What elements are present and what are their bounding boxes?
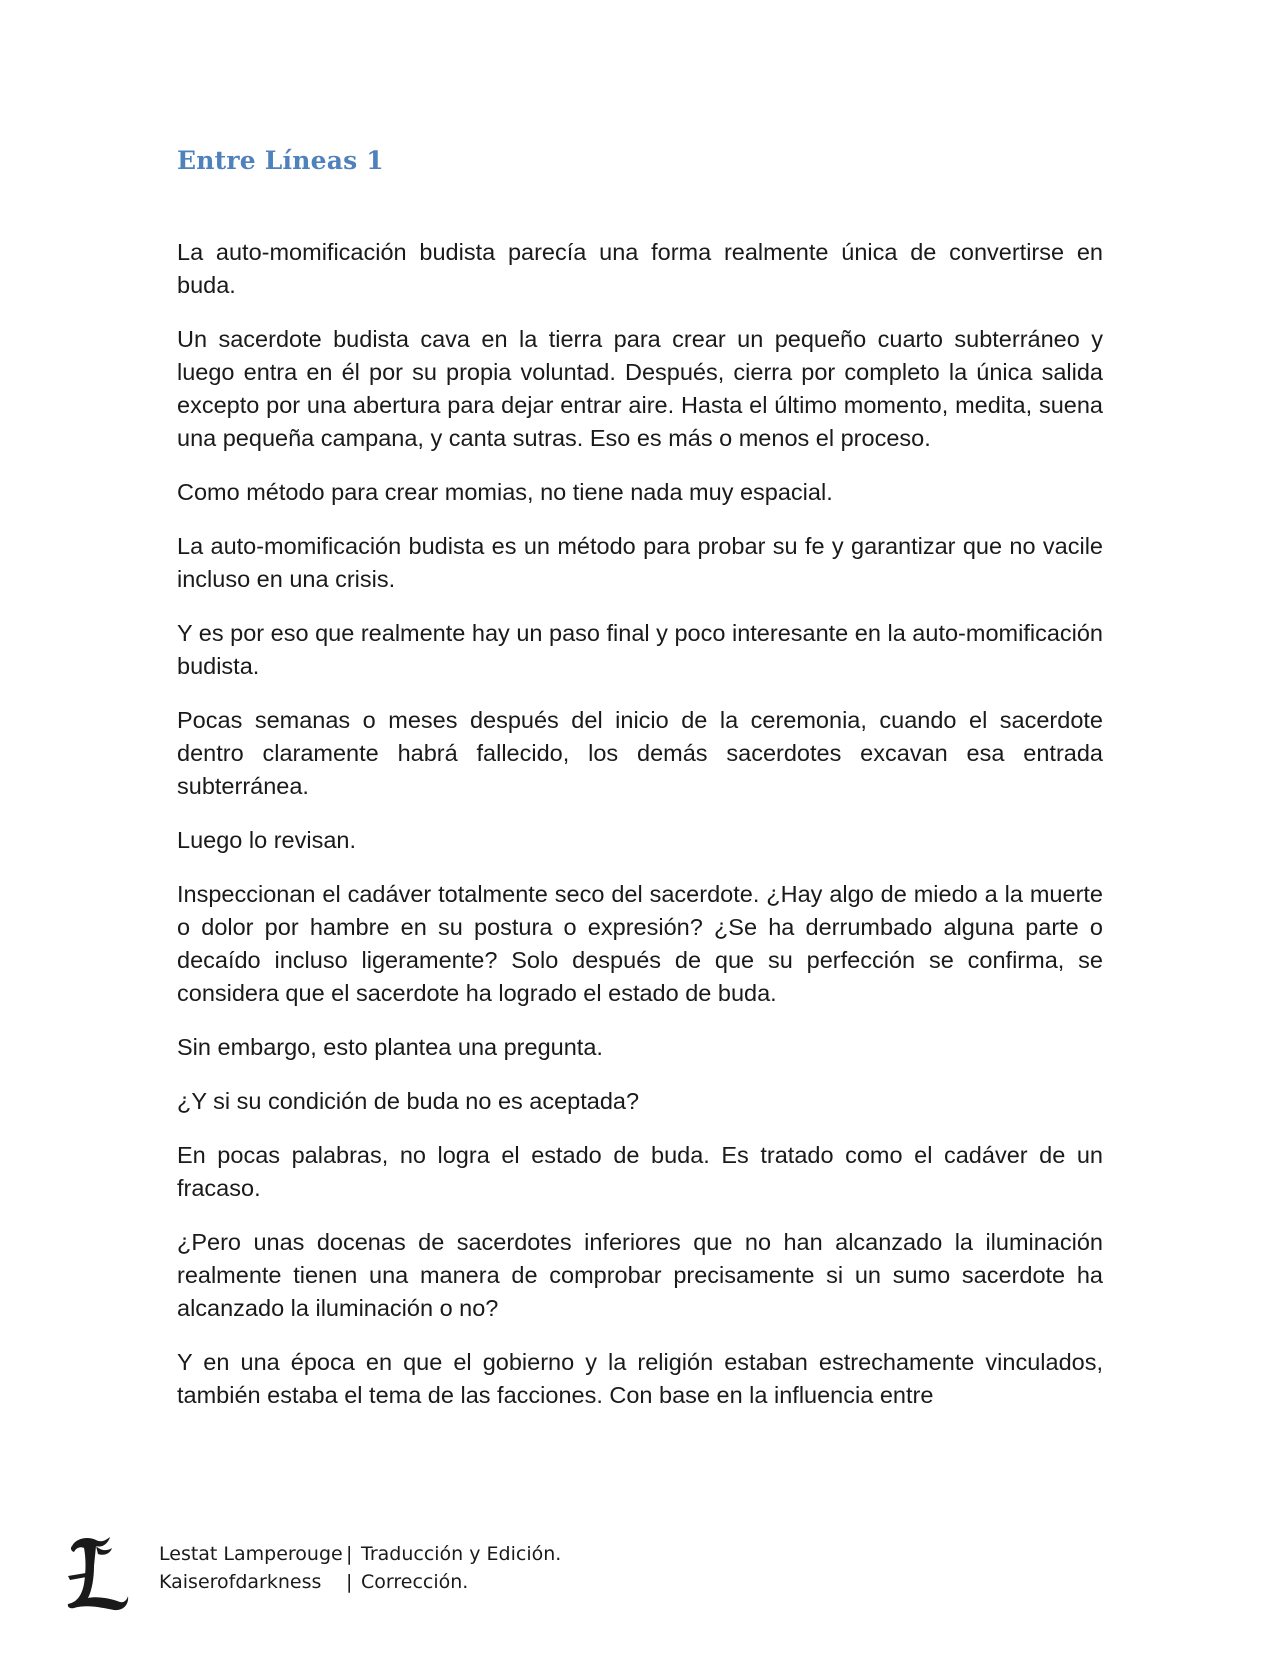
chapter-heading: Entre Líneas 1	[177, 146, 384, 175]
paragraph: En pocas palabras, no logra el estado de buda. Es tratado como el cadáver de un fracaso.	[177, 1142, 1103, 1201]
paragraph: Luego lo revisan.	[177, 827, 356, 853]
paragraph: Un sacerdote budista cava en la tierra para crear un pequeño cuarto subterráneo y luego entra en él por su propia voluntad. Después, cierra por completo la única salida excepto por una abertura para dejar entrar aire. Hasta el último momento, medita, suena una pequeña campana, y canta sutras. Eso es más o menos el proceso.	[177, 326, 1103, 451]
paragraph: ¿Pero unas docenas de sacerdotes inferiores que no han alcanzado la iluminación realmente tienen una manera de comprobar precisamente si un sumo sacerdote ha alcanzado la iluminación o no?	[177, 1229, 1103, 1321]
paragraph: Inspeccionan el cadáver totalmente seco del sacerdote. ¿Hay algo de miedo a la muerte o dolor por hambre en su postura o expresión? ¿Se ha derrumbado alguna parte o decaído incluso ligeramente? Solo después de que su perfección se confirma, se considera que el sacerdote ha logrado el estado de buda.	[177, 881, 1103, 1006]
credit-row	[159, 1540, 561, 1568]
paragraph: Como método para crear momias, no tiene nada muy espacial.	[177, 479, 833, 505]
credit-name: Lestat Lamperouge	[159, 1543, 343, 1565]
credit-separator: |	[346, 1543, 353, 1565]
credit-row	[159, 1568, 561, 1596]
paragraph: Y en una época en que el gobierno y la religión estaban estrechamente vinculados, también estaba el tema de las facciones. Con base en la influencia entre	[177, 1349, 1103, 1408]
chapter-body	[177, 236, 1103, 1412]
paragraph: ¿Y si su condición de buda no es aceptada?	[177, 1088, 640, 1114]
paragraph: Y es por eso que realmente hay un paso final y poco interesante en la auto-momificación budista.	[177, 620, 1103, 679]
paragraph: La auto-momificación budista es un método para probar su fe y garantizar que no vacile incluso en una crisis.	[177, 533, 1103, 592]
credit-role: Corrección.	[361, 1571, 469, 1593]
credits	[159, 1540, 561, 1596]
paragraph: Sin embargo, esto plantea una pregunta.	[177, 1034, 603, 1060]
gothic-l-logo-icon	[66, 1536, 130, 1612]
page-footer	[66, 1536, 766, 1616]
credit-separator: |	[346, 1571, 353, 1593]
credit-name: Kaiserofdarkness	[159, 1571, 322, 1593]
paragraph: La auto-momificación budista parecía una forma realmente única de convertirse en buda.	[177, 239, 1103, 298]
credit-role: Traducción y Edición.	[361, 1543, 562, 1565]
paragraph: Pocas semanas o meses después del inicio de la ceremonia, cuando el sacerdote dentro claramente habrá fallecido, los demás sacerdotes excavan esa entrada subterránea.	[177, 707, 1103, 799]
